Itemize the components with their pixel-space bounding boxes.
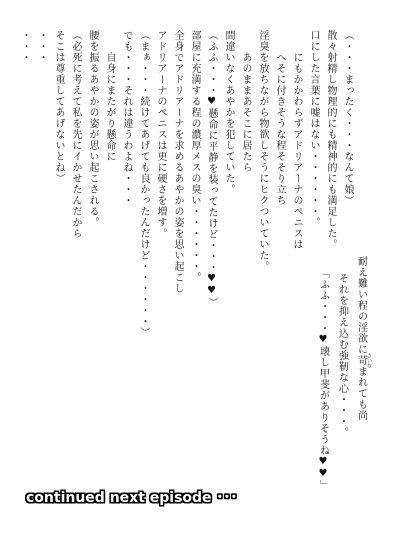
text-line: （ふふ・・・♥懸命に平静を装ってたけど・・・♥♥） xyxy=(206,30,217,308)
text-line: 間違いなくあやかを犯していた。 xyxy=(223,30,234,195)
text-line: （・・・まったく・・・なんて娘） xyxy=(342,30,353,206)
text-line: 全身でアドリアーナを求めるあやかの姿を思い起こし xyxy=(172,30,183,294)
text-line: （必死に考えて私を先にイかせたんだから xyxy=(70,30,81,239)
text-line: でも・・・それは違うわよね・・・ xyxy=(121,30,132,206)
ruby-annotation xyxy=(355,353,372,368)
continued-next-episode-label: continued next episode ･･･ xyxy=(26,490,238,506)
text-line: アドリアーナのペニスは更に硬さを増す。 xyxy=(155,30,166,239)
text-line xyxy=(352,256,373,496)
text-fragment: まれても尚 xyxy=(355,366,367,421)
ruby-reading: さいな xyxy=(366,353,372,368)
text-line: 部屋に充満する程の濃厚メスの臭い・・・・・・。 xyxy=(189,30,200,283)
text-line: ・・・ xyxy=(19,30,30,63)
closing-text-block xyxy=(314,256,372,496)
text-fragment: 耐え難い程の淫欲に xyxy=(355,256,367,355)
text-line: そこは尊重してあげないとね） xyxy=(53,30,64,184)
main-text-block xyxy=(16,30,356,370)
text-line: それを抑え込む強靭な心・・・。 xyxy=(336,273,348,438)
text-line: 散々射精し物理的にも精神的にも満足した。 xyxy=(325,30,336,250)
text-line: 口にした言葉に嘘はない・・・・・・。 xyxy=(308,30,319,228)
text-line: へそに付きそうな程そそり立ち xyxy=(274,52,285,206)
text-line: 腰を振るあやかの姿が思い起こされる。 xyxy=(87,30,98,228)
text-line: あのままあそこに居たら xyxy=(240,52,251,173)
ruby-base: 苛 xyxy=(355,353,367,368)
text-line: にもかかわらずアドリアーナのペニスは xyxy=(291,52,302,250)
text-line: （まぁ・・・続けてあげても良かったんだけど・・・・・・） xyxy=(138,30,149,338)
text-line: 淫臭を放ちながら物欲しそうにヒクついていた。 xyxy=(257,30,268,272)
text-line: 「ふふ・・・♥壊し甲斐がありそうね♥♥」 xyxy=(317,268,329,491)
text-line: ・・・ xyxy=(36,30,47,63)
text-line: 自身にまたがり懸命に xyxy=(104,52,115,162)
